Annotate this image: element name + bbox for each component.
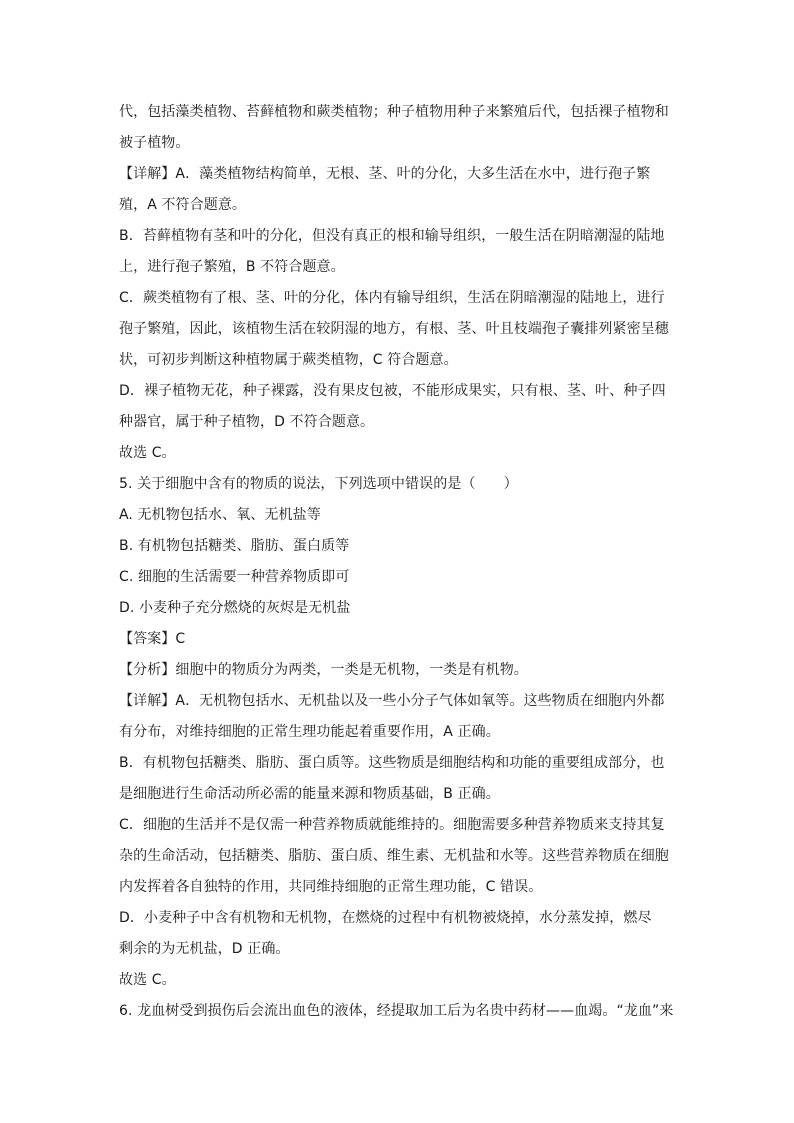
text-line: 杂的生命活动，包括糖类、脂肪、蛋白质、维生素、无机盐和水等。这些营养物质在细胞 (119, 848, 669, 864)
text-line: 上，进行孢子繁殖，B 不符合题意。 (119, 259, 345, 275)
option-a: A. 无机物包括水、氧、无机盐等 (119, 507, 321, 523)
text-line: 被子植物。 (119, 135, 190, 151)
text-line: D．小麦种子中含有机物和无机物，在燃烧的过程中有机物被烧掉，水分蒸发掉，燃尽 (119, 910, 652, 926)
answer-line: 【答案】C (119, 631, 186, 647)
text-line: 故选 C。 (119, 972, 176, 988)
text-line: 内发挥着各自独特的作用，共同维持细胞的正常生理功能，C 错误。 (119, 879, 543, 895)
analysis-line: 【分析】细胞中的物质分为两类，一类是无机物，一类是有机物。 (119, 662, 528, 678)
text-line: 孢子繁殖，因此，该植物生活在较阴湿的地方，有根、茎、叶且枝端孢子囊排列紧密呈穗 (119, 321, 669, 337)
text-line: 种器官，属于种子植物，D 不符合题意。 (119, 414, 375, 430)
text-line: 【详解】A．藻类植物结构简单，无根、茎、叶的分化，大多生活在水中，进行孢子繁 (119, 166, 651, 182)
question-stem: 5. 关于细胞中含有的物质的说法，下列选项中错误的是（ ） (119, 476, 518, 492)
option-d: D. 小麦种子充分燃烧的灰烬是无机盐 (119, 600, 351, 616)
text-line: 故选 C。 (119, 445, 176, 461)
text-line: 【详解】A．无机物包括水、无机盐以及一些小分子气体如氧等。这些物质在细胞内外都 (119, 693, 665, 709)
text-line: 状，可初步判断这种植物属于蕨类植物，C 符合题意。 (119, 352, 458, 368)
question-stem: 6. 龙血树受到损伤后会流出血色的液体，经提取加工后为名贵中药材——血竭。“龙血”来 (119, 1003, 674, 1019)
text-line: D．裸子植物无花，种子裸露，没有果皮包被，不能形成果实，只有根、茎、叶、种子四 (119, 383, 666, 399)
text-line: 是细胞进行生命活动所必需的能量来源和物质基础，B 正确。 (119, 786, 500, 802)
text-line: 代，包括藻类植物、苔藓植物和蕨类植物；种子植物用种子来繁殖后代，包括裸子植物和 (119, 104, 669, 120)
text-line: C．蕨类植物有了根、茎、叶的分化，体内有输导组织，生活在阴暗潮湿的陆地上，进行 (119, 290, 665, 306)
text-line: C．细胞的生活并不是仅需一种营养物质就能维持的。细胞需要多种营养物质来支持其复 (119, 817, 665, 833)
text-line: B．苔藓植物有茎和叶的分化，但没有真正的根和输导组织，一般生活在阴暗潮湿的陆地 (119, 228, 665, 244)
text-line: 有分布，对维持细胞的正常生理功能起着重要作用，A 正确。 (119, 724, 500, 740)
option-c: C. 细胞的生活需要一种营养物质即可 (119, 569, 350, 585)
text-line: 剩余的为无机盐，D 正确。 (119, 941, 290, 957)
text-line: B．有机物包括糖类、脂肪、蛋白质等。这些物质是细胞结构和功能的重要组成部分，也 (119, 755, 665, 771)
option-b: B. 有机物包括糖类、脂肪、蛋白质等 (119, 538, 350, 554)
text-line: 殖，A 不符合题意。 (119, 197, 247, 213)
